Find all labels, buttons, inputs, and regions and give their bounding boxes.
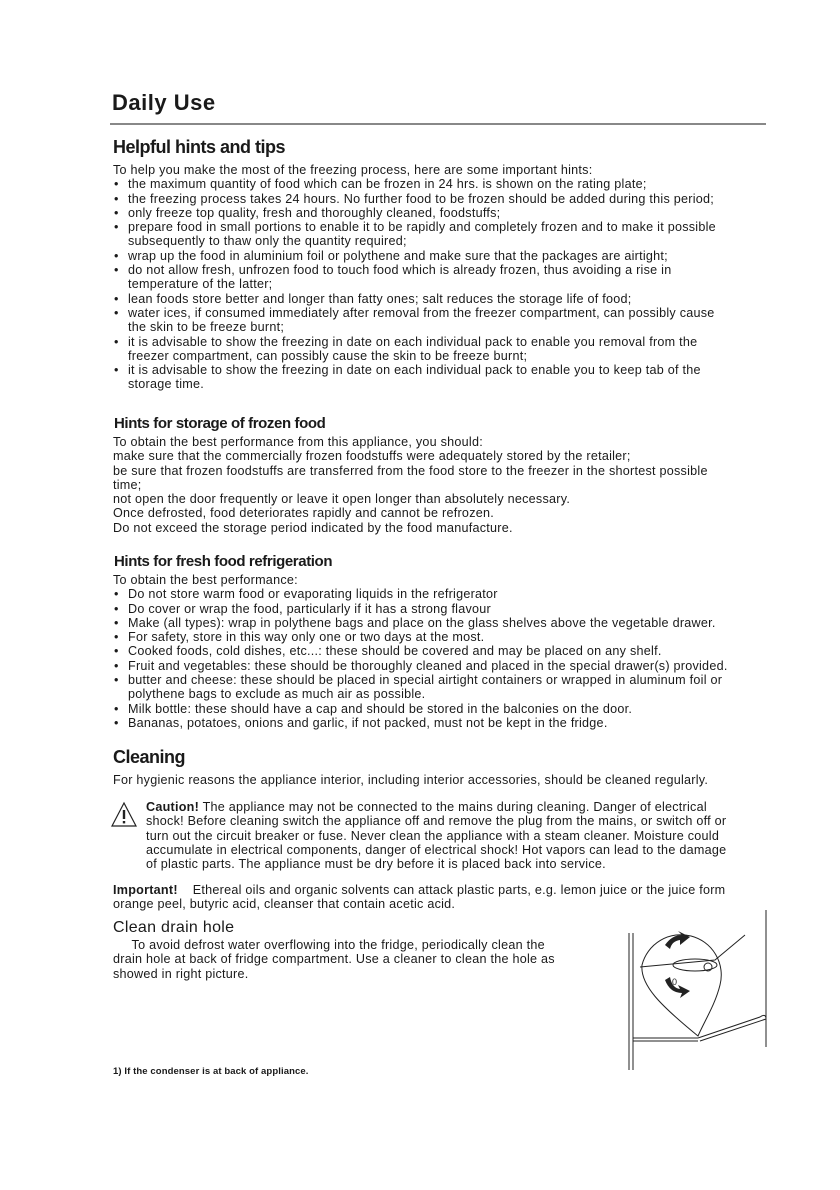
list-item: temperature of the latter; (128, 277, 273, 292)
caution-first-line (146, 800, 766, 814)
text-line: not open the door frequently or leave it open longer than absolutely necessary. (113, 492, 571, 507)
caution-label: Caution! (146, 800, 200, 814)
cleaning-intro: For hygienic reasons the appliance interior, including interior accessories, should be cleaned regularly. (113, 773, 709, 787)
text-line: time; (113, 477, 142, 492)
list-item: • the freezing process takes 24 hours. No further food to be frozen should be added during this period; (113, 192, 773, 206)
caution-text-line: The appliance may not be connected to the mains during cleaning. Danger of electrical (199, 800, 707, 814)
text-line: To obtain the best performance from this appliance, you should: (113, 435, 483, 449)
text-line: showed in right picture. (113, 966, 249, 981)
page-title: Daily Use (112, 90, 216, 115)
list-item: • prepare food in small portions to enable it to be rapidly and completely frozen and to make it possible (113, 220, 773, 234)
caution-text-line: accumulate in electrical components, danger of electrical shock! Hot vapors can lead to the damage (146, 842, 727, 857)
fresh-food-heading: Hints for fresh food refrigeration (114, 553, 333, 570)
list-item: • Do not store warm food or evaporating liquids in the refrigerator (113, 587, 773, 601)
list-item: • it is advisable to show the freezing in date on each individual pack to enable you removal from the (113, 335, 773, 349)
cleaning-heading: Cleaning (113, 747, 186, 767)
storage-text (113, 435, 773, 535)
important-first-line (113, 883, 773, 897)
important-text-line: orange peel, butyric acid, cleanser that contain acetic acid. (113, 897, 456, 912)
helpful-hints-list (113, 163, 773, 392)
list-item: • lean foods store better and longer than fatty ones; salt reduces the storage life of food; (113, 292, 773, 306)
list-item: • Cooked foods, cold dishes, etc...: these should be covered and may be placed on any shelf. (113, 644, 773, 658)
list-item: • Bananas, potatoes, onions and garlic, if not packed, must not be kept in the fridge. (113, 716, 773, 730)
text-line: make sure that the commercially frozen foodstuffs were adequately stored by the retailer; (113, 449, 631, 464)
text-line: Do not exceed the storage period indicated by the food manufacture. (113, 520, 513, 535)
list-item: • only freeze top quality, fresh and thoroughly cleaned, foodstuffs; (113, 206, 773, 220)
list-item: • For safety, store in this way only one or two days at the most. (113, 630, 773, 644)
list-item: • Milk bottle: these should have a cap and should be stored in the balconies on the door. (113, 702, 773, 716)
caution-text-line: turn out the circuit breaker or fuse. Never clean the appliance with a steam cleaner. Moisture could (146, 828, 720, 843)
intro-text: To help you make the most of the freezing process, here are some important hints: (113, 163, 593, 177)
intro-text: To obtain the best performance: (113, 573, 298, 587)
list-item: subsequently to thaw only the quantity required; (128, 234, 407, 249)
list-item: • Make (all types): wrap in polythene bags and place on the glass shelves above the vegetable drawer. (113, 616, 773, 630)
list-item: storage time. (128, 377, 205, 392)
important-text-line: Ethereal oils and organic solvents can attack plastic parts, e.g. lemon juice or the juice form (177, 883, 726, 897)
list-item: • the maximum quantity of food which can be frozen in 24 hrs. is shown on the rating plate; (113, 177, 773, 191)
list-item: polythene bags to exclude as much air as possible. (128, 687, 426, 702)
title-divider (110, 123, 766, 125)
text-line: Once defrosted, food deteriorates rapidly and cannot be refrozen. (113, 506, 494, 521)
drain-heading: Clean drain hole (113, 919, 235, 936)
footnote: 1) If the condenser is at back of appliance. (113, 1066, 309, 1077)
drain-hole-illustration (620, 905, 780, 1075)
list-item: • it is advisable to show the freezing in date on each individual pack to enable you to keep tab of the (113, 363, 773, 377)
caution-text (146, 800, 766, 871)
important-label: Important! (113, 883, 178, 897)
caution-text-line: shock! Before cleaning switch the appliance off and remove the plug from the mains, or switch off or (146, 814, 727, 829)
warning-triangle-icon (110, 801, 138, 829)
fresh-food-list (113, 573, 773, 730)
text-line: drain hole at back of fridge compartment. Use a cleaner to clean the hole as (113, 952, 555, 967)
list-item: • water ices, if consumed immediately after removal from the freezer compartment, can possibly cause (113, 306, 773, 320)
storage-heading: Hints for storage of frozen food (114, 415, 326, 432)
list-item: the skin to be freeze burnt; (128, 320, 285, 335)
text-line: be sure that frozen foodstuffs are transferred from the food store to the freezer in the shortest possible (113, 463, 708, 478)
list-item: • Do cover or wrap the food, particularly if it has a strong flavour (113, 602, 773, 616)
text-line: To avoid defrost water overflowing into the fridge, periodically clean the (113, 938, 545, 952)
svg-text:0: 0 (672, 977, 678, 987)
list-item: • do not allow fresh, unfrozen food to touch food which is already frozen, thus avoiding a rise in (113, 263, 773, 277)
list-item: • butter and cheese: these should be placed in special airtight containers or wrapped in aluminum foil or (113, 673, 773, 687)
list-item: • wrap up the food in aluminium foil or polythene and make sure that the packages are airtight; (113, 249, 773, 263)
list-item: • Fruit and vegetables: these should be thoroughly cleaned and placed in the special drawer(s) provided. (113, 659, 773, 673)
helpful-hints-heading: Helpful hints and tips (113, 137, 285, 157)
list-item: freezer compartment, can possibly cause the skin to be freeze burnt; (128, 348, 528, 363)
caution-text-line: of plastic parts. The appliance must be dry before it is placed back into service. (146, 857, 606, 872)
